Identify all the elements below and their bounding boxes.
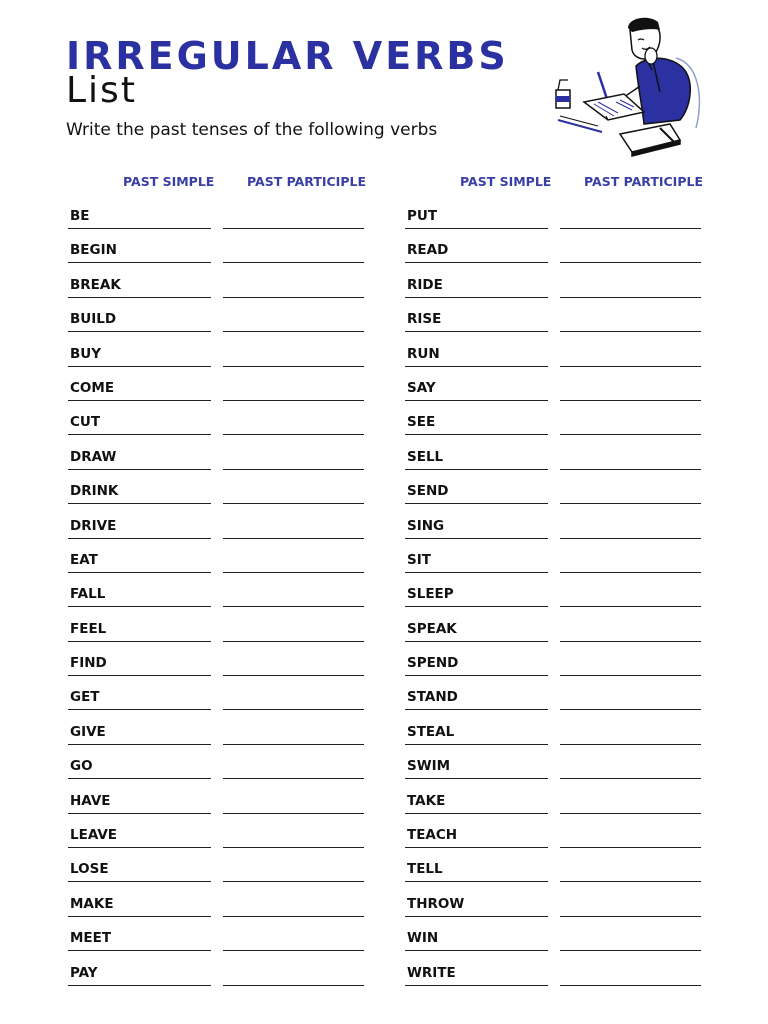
verb-label: STEAL	[407, 723, 455, 740]
verb-label: CUT	[70, 414, 101, 431]
verb-label: READ	[407, 242, 449, 259]
past-simple-answer-line[interactable]	[405, 228, 548, 229]
past-participle-answer-line[interactable]	[560, 262, 701, 263]
past-simple-answer-line[interactable]	[68, 709, 211, 710]
past-simple-answer-line[interactable]	[68, 881, 211, 882]
past-simple-answer-line[interactable]	[405, 847, 548, 848]
past-simple-answer-line[interactable]	[68, 985, 211, 986]
past-simple-answer-line[interactable]	[405, 916, 548, 917]
past-simple-answer-line[interactable]	[68, 366, 211, 367]
past-participle-answer-line[interactable]	[223, 262, 364, 263]
past-participle-answer-line[interactable]	[560, 985, 701, 986]
past-simple-answer-line[interactable]	[68, 400, 211, 401]
past-simple-answer-line[interactable]	[405, 538, 548, 539]
verb-label: TEACH	[407, 827, 458, 844]
past-simple-answer-line[interactable]	[68, 916, 211, 917]
past-participle-answer-line[interactable]	[560, 228, 701, 229]
past-simple-answer-line[interactable]	[68, 847, 211, 848]
verb-label: LEAVE	[70, 827, 118, 844]
past-participle-answer-line[interactable]	[560, 469, 701, 470]
verb-label: PAY	[70, 964, 98, 981]
verb-label: HAVE	[70, 792, 111, 809]
past-simple-answer-line[interactable]	[68, 950, 211, 951]
past-participle-answer-line[interactable]	[223, 366, 364, 367]
verb-label: SPEND	[407, 655, 459, 672]
past-participle-answer-line[interactable]	[223, 469, 364, 470]
verb-label: RISE	[407, 311, 442, 328]
past-simple-answer-line[interactable]	[405, 778, 548, 779]
past-simple-answer-line[interactable]	[68, 331, 211, 332]
verb-label: RIDE	[407, 276, 443, 293]
student-writing-illustration	[548, 16, 708, 161]
past-participle-answer-line[interactable]	[223, 434, 364, 435]
verb-label: SWIM	[407, 758, 451, 775]
past-participle-answer-line[interactable]	[223, 950, 364, 951]
past-simple-answer-line[interactable]	[405, 813, 548, 814]
page-title: IRREGULAR VERBS	[66, 34, 509, 78]
verb-label: GET	[70, 689, 100, 706]
past-participle-answer-line[interactable]	[223, 847, 364, 848]
past-participle-answer-line[interactable]	[223, 916, 364, 917]
past-simple-answer-line[interactable]	[405, 400, 548, 401]
past-participle-answer-line[interactable]	[560, 538, 701, 539]
past-simple-answer-line[interactable]	[405, 331, 548, 332]
past-participle-answer-line[interactable]	[560, 297, 701, 298]
verb-label: FALL	[70, 586, 106, 603]
past-participle-answer-line[interactable]	[560, 916, 701, 917]
past-participle-answer-line[interactable]	[223, 985, 364, 986]
past-participle-answer-line[interactable]	[560, 641, 701, 642]
past-simple-answer-line[interactable]	[68, 434, 211, 435]
past-participle-answer-line[interactable]	[223, 881, 364, 882]
past-simple-answer-line[interactable]	[68, 503, 211, 504]
past-participle-answer-line[interactable]	[560, 572, 701, 573]
past-simple-answer-line[interactable]	[405, 434, 548, 435]
verb-label: RUN	[407, 345, 440, 362]
past-simple-answer-line[interactable]	[68, 641, 211, 642]
verb-label: BE	[70, 208, 90, 224]
past-participle-answer-line[interactable]	[560, 434, 701, 435]
past-simple-answer-line[interactable]	[405, 469, 548, 470]
verb-label: BREAK	[70, 276, 121, 293]
past-simple-answer-line[interactable]	[405, 985, 548, 986]
past-participle-answer-line[interactable]	[560, 744, 701, 745]
verb-label: FEEL	[70, 620, 107, 637]
verb-label: MEET	[70, 930, 112, 947]
past-simple-answer-line[interactable]	[68, 572, 211, 573]
verb-label: SLEEP	[407, 586, 454, 603]
past-simple-answer-line[interactable]	[405, 503, 548, 504]
verb-label: TELL	[407, 861, 443, 878]
past-participle-answer-line[interactable]	[223, 297, 364, 298]
past-participle-answer-line[interactable]	[560, 881, 701, 882]
past-participle-answer-line[interactable]	[223, 503, 364, 504]
past-simple-answer-line[interactable]	[405, 262, 548, 263]
past-simple-answer-line[interactable]	[405, 606, 548, 607]
verb-label: DRIVE	[70, 517, 117, 534]
verb-label: DRAW	[70, 448, 117, 465]
past-participle-answer-line[interactable]	[560, 331, 701, 332]
past-participle-answer-line[interactable]	[560, 606, 701, 607]
past-participle-answer-line[interactable]	[560, 709, 701, 710]
past-simple-answer-line[interactable]	[68, 778, 211, 779]
past-participle-answer-line[interactable]	[223, 572, 364, 573]
verb-label: BEGIN	[70, 242, 117, 259]
past-simple-answer-line[interactable]	[68, 813, 211, 814]
past-simple-answer-line[interactable]	[68, 228, 211, 229]
past-simple-answer-line[interactable]	[68, 262, 211, 263]
past-simple-answer-line[interactable]	[405, 572, 548, 573]
past-participle-answer-line[interactable]	[223, 228, 364, 229]
verb-label: GIVE	[70, 723, 106, 740]
past-participle-answer-line[interactable]	[223, 606, 364, 607]
verb-label: SEE	[407, 414, 436, 431]
past-participle-answer-line[interactable]	[223, 709, 364, 710]
past-participle-answer-line[interactable]	[223, 744, 364, 745]
past-simple-answer-line[interactable]	[405, 881, 548, 882]
past-participle-answer-line[interactable]	[223, 331, 364, 332]
past-simple-answer-line[interactable]	[68, 538, 211, 539]
past-participle-answer-line[interactable]	[223, 538, 364, 539]
past-participle-answer-line[interactable]	[223, 675, 364, 676]
verb-label: STAND	[407, 689, 458, 706]
right-past-participle-heading: PAST PARTICIPLE	[584, 174, 703, 189]
verb-label: COME	[70, 379, 115, 396]
past-simple-answer-line[interactable]	[405, 744, 548, 745]
past-participle-answer-line[interactable]	[223, 641, 364, 642]
verb-label: PUT	[407, 208, 438, 224]
right-past-simple-heading: PAST SIMPLE	[460, 174, 552, 189]
instruction-text: Write the past tenses of the following verbs	[66, 120, 438, 140]
verb-label: MAKE	[70, 895, 114, 912]
past-participle-answer-line[interactable]	[560, 813, 701, 814]
past-simple-answer-line[interactable]	[405, 950, 548, 951]
past-participle-answer-line[interactable]	[223, 400, 364, 401]
verb-label: SPEAK	[407, 620, 457, 637]
past-participle-answer-line[interactable]	[560, 400, 701, 401]
verb-label: SIT	[407, 551, 431, 568]
verb-label: BUILD	[70, 311, 117, 328]
past-participle-answer-line[interactable]	[560, 847, 701, 848]
verb-label: DRINK	[70, 483, 119, 500]
left-past-participle-heading: PAST PARTICIPLE	[247, 174, 366, 189]
past-simple-answer-line[interactable]	[405, 675, 548, 676]
past-simple-answer-line[interactable]	[68, 675, 211, 676]
past-participle-answer-line[interactable]	[560, 778, 701, 779]
verb-label: WIN	[407, 930, 439, 947]
left-past-simple-heading: PAST SIMPLE	[123, 174, 215, 189]
past-participle-answer-line[interactable]	[223, 813, 364, 814]
verb-label: EAT	[70, 551, 98, 568]
past-simple-answer-line[interactable]	[68, 744, 211, 745]
verb-label: SEND	[407, 483, 449, 500]
verb-label: TAKE	[407, 792, 446, 809]
verb-label: FIND	[70, 655, 107, 672]
past-participle-answer-line[interactable]	[560, 503, 701, 504]
verb-label: SING	[407, 517, 445, 534]
verb-label: THROW	[407, 895, 465, 912]
verb-label: SELL	[407, 448, 444, 465]
past-simple-answer-line[interactable]	[405, 366, 548, 367]
past-simple-answer-line[interactable]	[68, 469, 211, 470]
verb-label: SAY	[407, 379, 436, 396]
past-simple-answer-line[interactable]	[68, 297, 211, 298]
past-simple-answer-line[interactable]	[68, 606, 211, 607]
verb-label: LOSE	[70, 861, 109, 878]
page-title-line2: List	[66, 70, 137, 111]
past-participle-answer-line[interactable]	[560, 366, 701, 367]
past-participle-answer-line[interactable]	[223, 778, 364, 779]
past-participle-answer-line[interactable]	[560, 950, 701, 951]
verb-label: BUY	[70, 345, 102, 362]
verb-label: GO	[70, 758, 93, 775]
past-simple-answer-line[interactable]	[405, 641, 548, 642]
past-participle-answer-line[interactable]	[560, 675, 701, 676]
past-simple-answer-line[interactable]	[405, 297, 548, 298]
past-simple-answer-line[interactable]	[405, 709, 548, 710]
verb-label: WRITE	[407, 964, 456, 981]
